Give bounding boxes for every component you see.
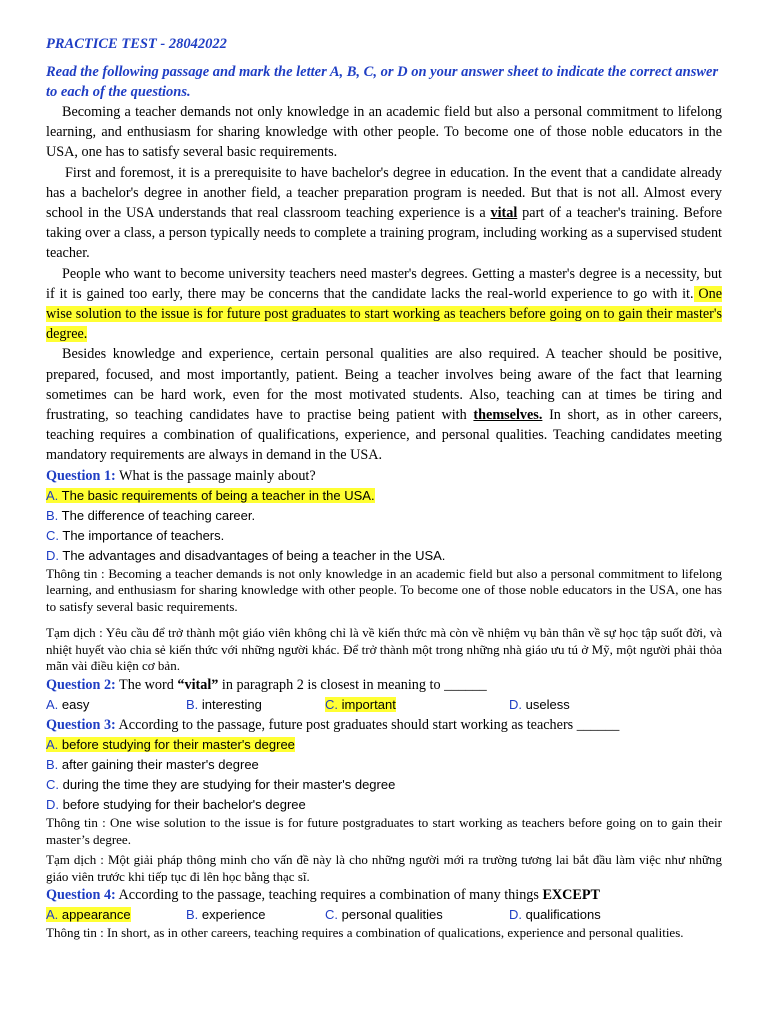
q1-d-text: The advantages and disadvantages of being a teacher in the USA.	[59, 547, 446, 563]
highlighted-sentence: One wise solution to the issue is for future post graduates to start working as teachers before going on to gain their master's degree.	[46, 285, 722, 343]
p3-text: People who want to become university teachers need master's degrees. Getting a master's degree is a necessity, but if it is gained too early, there may be concerns that the candidate lacks the real-world experience to go with it.	[46, 265, 722, 302]
p2-text-a: First and foremost, it is a prerequisite to have bachelor's degree in education. In the event that a candidate already has a bachelor's degree in another field, a teacher preparation program is needed. But that is not all. Almost every school in the USA understands that real classroom teaching experience is a	[46, 164, 722, 222]
q3-c-letter: C.	[46, 777, 59, 793]
q2-d-text: useless	[522, 697, 570, 713]
themselves-word: themselves.	[473, 407, 543, 424]
q3-info: Thông tin : One wise solution to the issue is for future postgraduates to start working as teachers before going on to gain their master’s degree.	[46, 815, 722, 847]
q3-d-text: before studying for their bachelor's degree	[59, 797, 306, 813]
page-title: PRACTICE TEST - 28042022	[46, 36, 227, 52]
question-4-except: EXCEPT	[542, 887, 601, 904]
q4-option-a[interactable]	[46, 905, 186, 925]
vital-word: vital	[490, 205, 518, 222]
question-4-text: According to the passage, teaching requires a combination of many things	[115, 887, 543, 904]
q3-a-letter: A.	[46, 737, 59, 753]
q3-option-d[interactable]	[46, 795, 722, 815]
q4-option-b[interactable]	[186, 905, 325, 925]
q4-info: Thông tin : In short, as in other careers, teaching requires a combination of qualications, experience and personal qualities.	[46, 925, 684, 941]
question-2	[46, 675, 722, 695]
q3-option-a[interactable]	[46, 735, 722, 755]
q1-a-letter: A.	[46, 487, 59, 503]
question-2-word: “vital”	[177, 676, 219, 693]
q4-options	[46, 905, 722, 925]
question-4-label: Question 4:	[46, 887, 116, 904]
q1-a-text: The basic requirements of being a teacher in the USA.	[58, 487, 375, 503]
p4-text-b: In short, as in other careers, teaching requires a combination of qualifications, experience, and personal qualities. Teaching candidates meeting mandatory requirements are always in demand in the USA.	[46, 407, 722, 464]
q2-option-b[interactable]	[186, 695, 325, 715]
q2-a-letter: A.	[46, 697, 59, 713]
q2-option-c[interactable]	[325, 695, 509, 715]
q2-options	[46, 695, 722, 715]
q2-d-letter: D.	[509, 697, 522, 713]
q3-b-text: after gaining their master's degree	[58, 757, 259, 773]
q3-d-letter: D.	[46, 797, 59, 813]
question-2-text-b: in paragraph 2 is closest in meaning to ______	[218, 676, 487, 693]
q2-option-a[interactable]	[46, 695, 186, 715]
question-1	[46, 466, 722, 486]
question-2-label: Question 2:	[46, 676, 116, 693]
q3-option-b[interactable]	[46, 755, 722, 775]
q2-b-text: interesting	[198, 697, 262, 713]
q1-translation: Tạm dịch : Yêu cầu để trở thành một giáo viên không chỉ là về kiến thức mà còn về nhiệm vụ bản thân về sự học tập suốt đời, và nhiệt huyết vào chia sẻ kiến thức với những người khác. Để trở thành một trong những nhà giáo ưu tú ở Mỹ, một người phải thỏa mãn vài điều kiện cơ bản.	[46, 625, 722, 674]
question-3	[46, 715, 722, 735]
question-2-text-a: The word	[115, 676, 178, 693]
q4-b-text: experience	[198, 907, 266, 923]
q2-b-letter: B.	[186, 697, 199, 713]
q1-d-letter: D.	[46, 547, 59, 563]
question-1-label: Question 1:	[46, 467, 116, 484]
q3-option-c[interactable]	[46, 775, 722, 795]
question-3-text: According to the passage, future post graduates should start working as teachers ______	[115, 717, 620, 734]
passage-paragraph-2	[46, 163, 722, 264]
q4-d-letter: D.	[509, 907, 522, 923]
q1-c-text: The importance of teachers.	[59, 527, 225, 543]
q2-c-letter: C.	[325, 697, 338, 713]
question-3-label: Question 3:	[46, 717, 116, 734]
q4-a-text: appearance	[58, 907, 131, 923]
q1-option-b[interactable]	[46, 506, 722, 526]
q3-c-text: during the time they are studying for their master's degree	[59, 777, 396, 793]
q4-d-text: qualifications	[522, 907, 601, 923]
p4-text-a: Besides knowledge and experience, certain personal qualities are also required. A teacher should be positive, prepared, focused, and most importantly, patient. Being a teacher involves being aware of the fact that learning sometimes can be hard work, even for the most motivated students. Also, teaching can at times be tiring and frustrating, so teaching candidates have to practise being patient with	[46, 346, 722, 424]
q1-b-text: The difference of teaching career.	[58, 507, 256, 523]
q1-c-letter: C.	[46, 527, 59, 543]
q4-b-letter: B.	[186, 907, 199, 923]
q1-option-d[interactable]	[46, 546, 722, 566]
passage-paragraph-1: Becoming a teacher demands not only knowledge in an academic field but also a personal commitment to lifelong learning, and enthusiasm for sharing knowledge with other people. To become one of those noble educators in the USA, one has to satisfy several basic requirements.	[46, 104, 722, 161]
q1-option-a[interactable]	[46, 486, 722, 506]
q2-option-d[interactable]	[509, 695, 570, 715]
question-1-text: What is the passage mainly about?	[115, 467, 316, 484]
p2-text-b: part of a teacher's training. Before taking over a class, a person typically needs to complete a training program, including working as a supervised student teacher.	[46, 205, 722, 262]
q3-a-text: before studying for their master's degree	[58, 737, 295, 753]
q1-info: Thông tin : Becoming a teacher demands is not only knowledge in an academic field but also a personal commitment to lifelong learning, and enthusiasm for sharing knowledge with other people. To become one of those noble educators in the USA, one has to satisfy several basic requirements.	[46, 565, 722, 614]
q1-b-letter: B.	[46, 507, 59, 523]
instruction: Read the following passage and mark the letter A, B, C, or D on your answer sheet to indicate the correct answer to each of the questions.	[46, 64, 719, 100]
q4-c-letter: C.	[325, 907, 338, 923]
passage-paragraph-4	[46, 344, 722, 465]
q4-a-letter: A.	[46, 907, 59, 923]
q3-b-letter: B.	[46, 757, 59, 773]
q4-option-d[interactable]	[509, 905, 601, 925]
passage-paragraph-3	[46, 264, 722, 345]
q3-translation: Tạm dịch : Một giải pháp thông minh cho vấn đề này là cho những người mới ra trường tương lai bắt đầu làm việc như những giáo viên trước khi tiếp tục đi lên học bằng thạc sĩ.	[46, 852, 722, 884]
q1-option-c[interactable]	[46, 526, 722, 546]
q4-c-text: personal qualities	[338, 907, 443, 923]
q2-c-text: important	[338, 697, 396, 713]
q2-a-text: easy	[58, 697, 90, 713]
question-4	[46, 885, 722, 905]
q4-option-c[interactable]	[325, 905, 509, 925]
